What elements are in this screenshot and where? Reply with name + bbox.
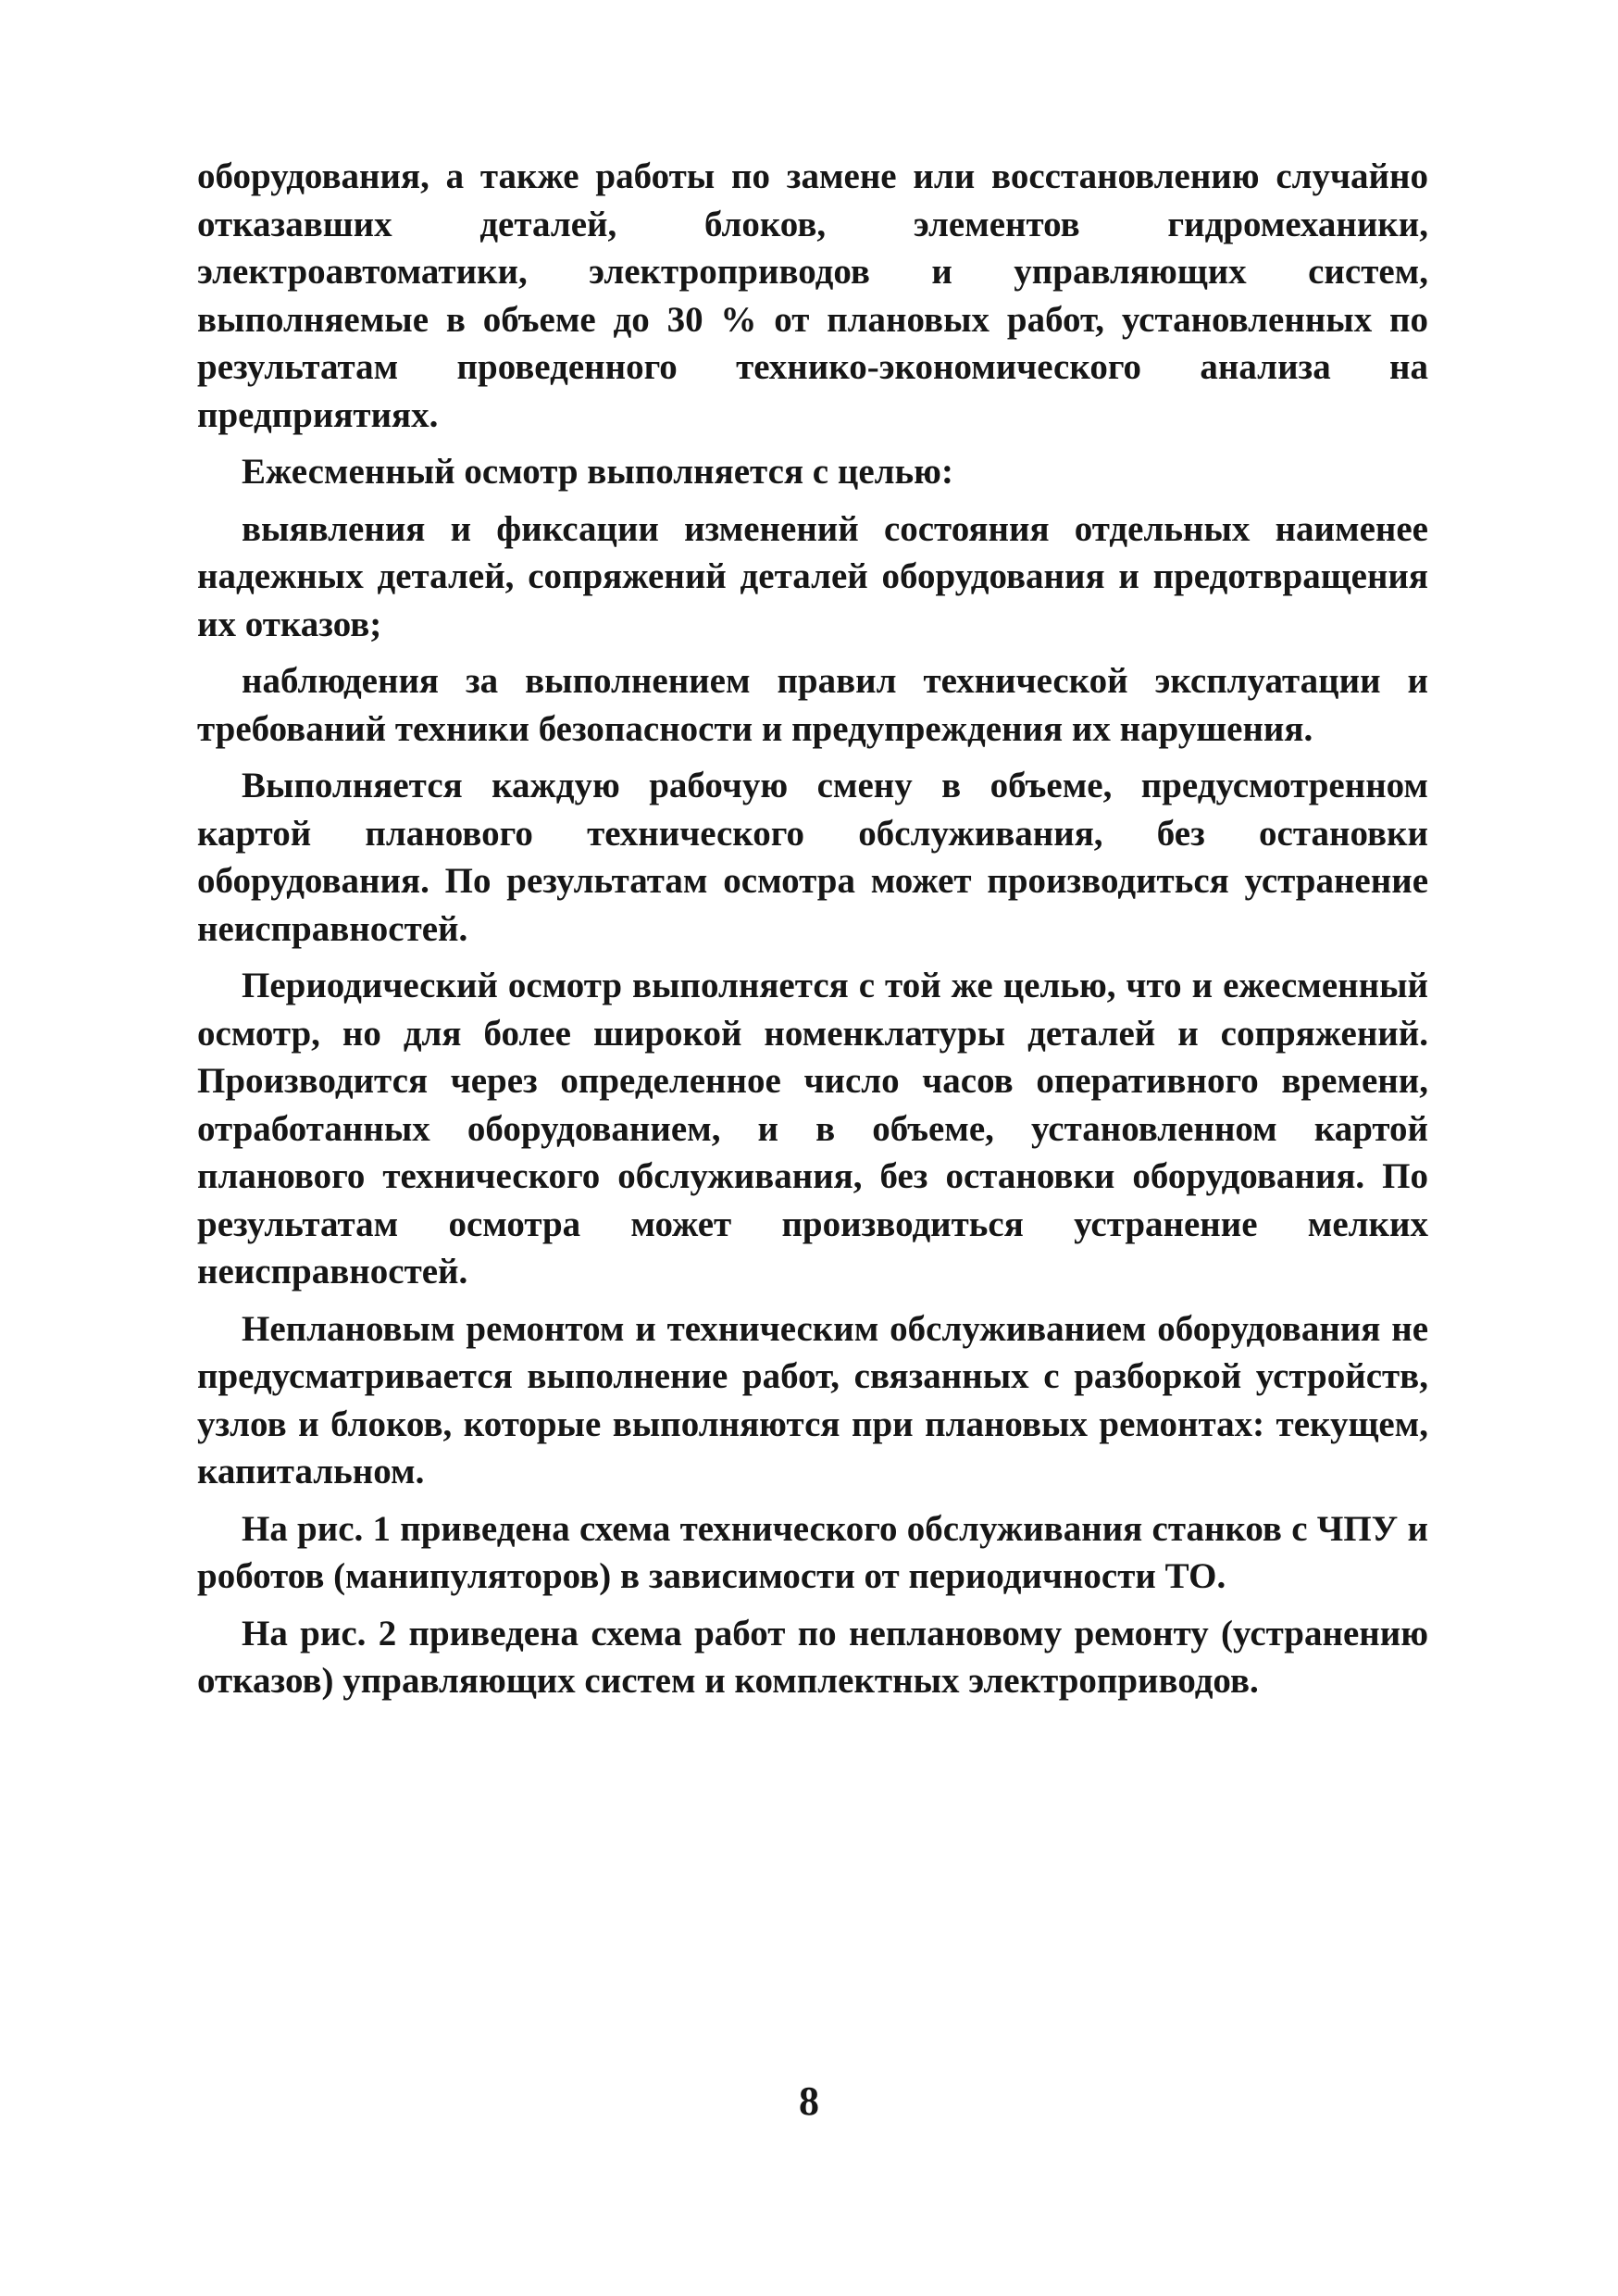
paragraph-shift-execution: Выполняется каждую рабочую смену в объеме, предусмотренном картой планового технического обслуживания, без остановки оборудования. По результатам осмотра может производиться устранение неисправностей.	[197, 766, 1428, 949]
paragraph-shift-inspection-intro: Ежесменный осмотр выполняется с целью:	[242, 452, 953, 492]
paragraph-figure-2-reference: На рис. 2 приведена схема работ по неплановому ремонту (устранению отказов) управляющих систем и комплектных электроприводов.	[197, 1613, 1428, 1701]
paragraph-figure-1-reference: На рис. 1 приведена схема технического обслуживания станков с ЧПУ и роботов (манипуляторов) в зависимости от периодичности ТО.	[197, 1508, 1428, 1596]
body-text	[197, 153, 1428, 1715]
paragraph-purpose-detection: выявления и фиксации изменений состояния отдельных наименее надежных деталей, сопряжений деталей оборудования и предотвращения их отказов;	[197, 508, 1428, 644]
paragraph-periodic-inspection: Периодический осмотр выполняется с той же целью, что и ежесменный осмотр, но для более широкой номенклатуры деталей и сопряжений. Производится через определенное число часов оперативного времени, отработанных оборудованием, и в объеме, установленном картой планового технического обслуживания, без остановки оборудования. По результатам осмотра может производиться устранение мелких неисправностей.	[197, 966, 1428, 1292]
page-number: 8	[799, 2078, 819, 2124]
paragraph-continuation: оборудования, а также работы по замене или восстановлению случайно отказавших деталей, блоков, элементов гидромеханики, электроавтоматики, электроприводов и управляющих систем, выполняемые в объеме до 30 % от плановых работ, установленных по результатам проведенного технико-экономического анализа на предприятиях.	[197, 156, 1428, 435]
paragraph-unplanned-repair: Неплановым ремонтом и техническим обслуживанием оборудования не предусматривается выполнение работ, связанных с разборкой устройств, узлов и блоков, которые выполняются при плановых ремонтах: текущем, капитальном.	[197, 1308, 1428, 1491]
paragraph-purpose-observation: наблюдения за выполнением правил технической эксплуатации и требований техники безопасности и предупреждения их нарушения.	[197, 661, 1428, 749]
